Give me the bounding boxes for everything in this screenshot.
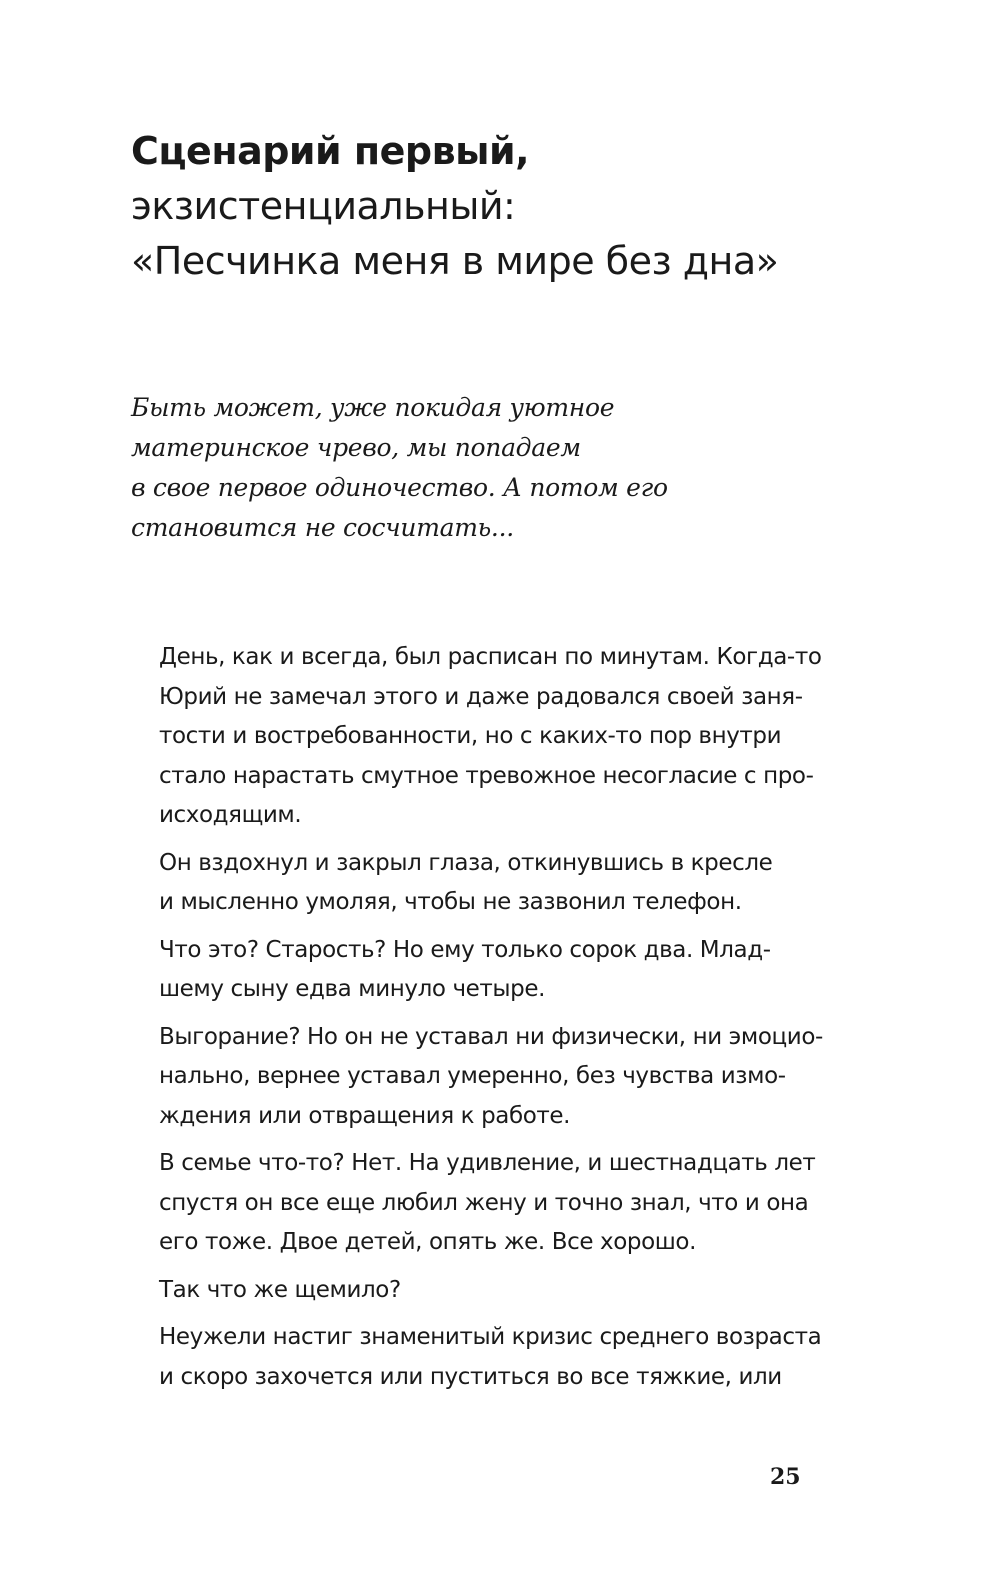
text-line: шему сыну едва минуло четыре. [159, 976, 546, 1002]
text-line: Выгорание? Но он не уставал ни физически, ни эмоцио- [159, 1023, 823, 1050]
epigraph-line: материнское чрево, мы попадаем [131, 433, 581, 462]
text-line: и мысленно умоляя, чтобы не зазвонил телефон. [159, 889, 742, 915]
text-line: Он вздохнул и закрыл глаза, откинувшись в кресле [159, 849, 773, 876]
paragraph-4 [159, 1018, 823, 1137]
epigraph-line: становится не сосчитать... [131, 513, 514, 542]
heading-line-3: «Песчинка меня в мире без дна» [131, 239, 779, 283]
paragraph-1 [159, 638, 822, 836]
paragraph-5 [159, 1144, 819, 1263]
heading-line-1: Сценарий первый, [131, 129, 530, 173]
text-line: нально, вернее уставал умеренно, без чувства измо- [159, 1063, 786, 1089]
text-line: и скоро захочется или пуститься во все тяжкие, или [159, 1363, 782, 1390]
text-line: День, как и всегда, был расписан по минутам. Когда-то [159, 644, 822, 670]
text-line: ждения или отвращения к работе. [159, 1102, 571, 1129]
text-line: Так что же щемило? [159, 1276, 401, 1303]
chapter-heading [131, 124, 931, 289]
paragraph-2 [159, 844, 819, 923]
epigraph-line: Быть может, уже покидая уютное [131, 393, 615, 422]
text-line: стало нарастать смутное тревожное несогласие с про- [159, 762, 814, 789]
text-line: Неужели настиг знаменитый кризис среднего возраста [159, 1324, 822, 1350]
paragraph-3 [159, 931, 819, 1010]
text-line: В семье что-то? Нет. На удивление, и шестнадцать лет [159, 1150, 816, 1176]
text-line: его тоже. Двое детей, опять же. Все хорошо. [159, 1229, 696, 1255]
page-number: 25 [770, 1464, 801, 1490]
paragraph-6 [159, 1271, 819, 1311]
heading-line-2: экзистенциальный: [131, 184, 516, 228]
epigraph-line: в свое первое одиночество. А потом его [131, 473, 668, 502]
epigraph [131, 388, 891, 548]
paragraph-7 [159, 1318, 822, 1397]
body-text [159, 638, 823, 1405]
text-line: исходящим. [159, 802, 302, 828]
text-line: Что это? Старость? Но ему только сорок два. Млад- [159, 936, 771, 963]
text-line: спустя он все еще любил жену и точно знал, что и она [159, 1189, 809, 1216]
text-line: тости и востребованности, но с каких-то пор внутри [159, 723, 782, 749]
text-line: Юрий не замечал этого и даже радовался своей заня- [159, 683, 803, 710]
